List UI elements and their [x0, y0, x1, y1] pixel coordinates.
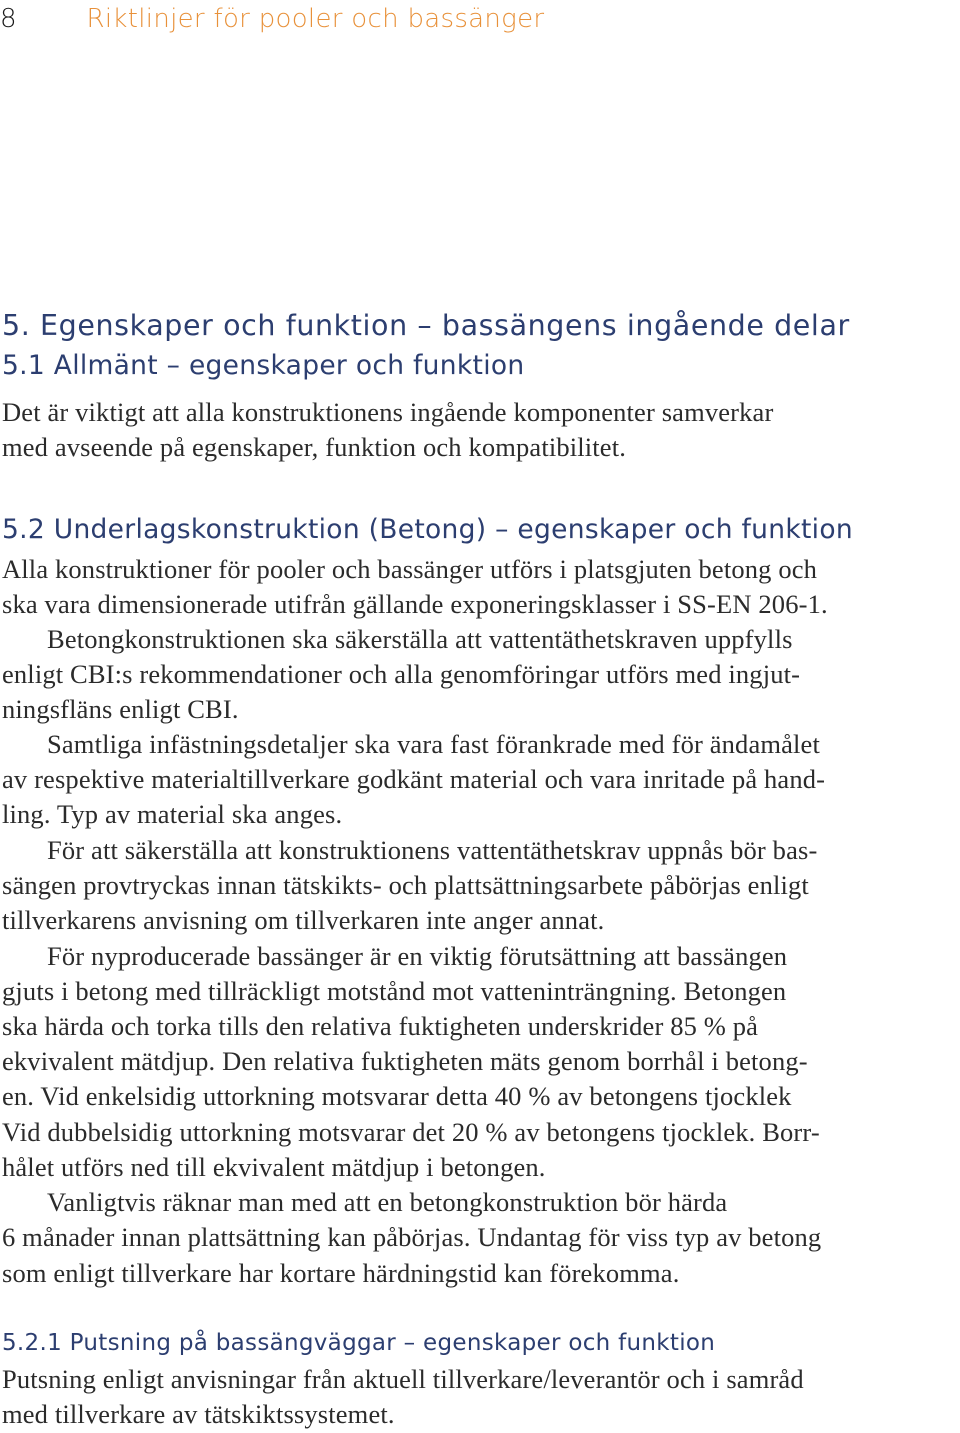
- paragraph-line: sängen provtryckas innan tätskikts- och plattsättningsarbete påbörjas enligt: [2, 870, 809, 900]
- paragraph-line: Alla konstruktioner för pooler och bassänger utförs i platsgjuten betong och: [2, 554, 818, 584]
- paragraph-line: gjuts i betong med tillräckligt motstånd mot vatteninträngning. Betongen: [2, 976, 787, 1006]
- paragraph-line: För att säkerställa att konstruktionens vattentäthetskrav uppnås bör bas-: [47, 835, 818, 865]
- paragraph-line: tillverkarens anvisning om tillverkaren inte anger annat.: [2, 905, 605, 935]
- paragraph-line: 6 månader innan plattsättning kan påbörjas. Undantag för viss typ av betong: [2, 1222, 822, 1252]
- paragraph-line: Vid dubbelsidig uttorkning motsvarar det 20 % av betongens tjocklek. Borr-: [2, 1117, 820, 1147]
- paragraph-line: Putsning enligt anvisningar från aktuell tillverkare/leverantör och i samråd: [2, 1364, 804, 1394]
- section-5-2-1-heading: 5.2.1 Putsning på bassängväggar – egenskaper och funktion: [2, 1330, 716, 1356]
- paragraph-line: ska vara dimensionerade utifrån gällande exponeringsklasser i SS-EN 206-1.: [2, 589, 828, 619]
- paragraph-line: av respektive materialtillverkare godkänt material och vara inritade på hand-: [2, 764, 826, 794]
- running-header: [0, 4, 544, 38]
- paragraph-line: som enligt tillverkare har kortare härdningstid kan förekomma.: [2, 1258, 680, 1288]
- paragraph-line: med avseende på egenskaper, funktion och kompatibilitet.: [2, 432, 627, 462]
- page-number: 8: [0, 4, 17, 34]
- paragraph-line: med tillverkare av tätskiktssystemet.: [2, 1399, 395, 1429]
- paragraph-line: enligt CBI:s rekommendationer och alla genomföringar utförs med ingjut-: [2, 659, 801, 689]
- paragraph-line: Vanligtvis räknar man med att en betongkonstruktion bör härda: [47, 1187, 728, 1217]
- paragraph-line: ling. Typ av material ska anges.: [2, 799, 343, 829]
- paragraph-line: hålet utförs ned till ekvivalent mätdjup i betongen.: [2, 1152, 546, 1182]
- paragraph-line: För nyproducerade bassänger är en viktig förutsättning att bassängen: [47, 941, 788, 971]
- paragraph-line: ska härda och torka tills den relativa fuktigheten underskrider 85 % på: [2, 1011, 759, 1041]
- paragraph-line: Det är viktigt att alla konstruktionens ingående komponenter samverkar: [2, 397, 774, 427]
- paragraph-line: Betongkonstruktionen ska säkerställa att vattentäthetskraven uppfylls: [47, 624, 793, 654]
- paragraph-line: ningsfläns enligt CBI.: [2, 694, 239, 724]
- paragraph-line: en. Vid enkelsidig uttorkning motsvarar detta 40 % av betongens tjocklek: [2, 1081, 792, 1111]
- running-header-title: Riktlinjer för pooler och bassänger: [86, 4, 545, 34]
- paragraph-line: ekvivalent mätdjup. Den relativa fuktigheten mäts genom borrhål i betong-: [2, 1046, 808, 1076]
- section-5-1-heading: 5.1 Allmänt – egenskaper och funktion: [2, 350, 525, 381]
- section-5-heading: 5. Egenskaper och funktion – bassängens ingående delar: [2, 309, 850, 342]
- paragraph-line: Samtliga infästningsdetaljer ska vara fast förankrade med för ändamålet: [47, 729, 820, 759]
- section-5-2-heading: 5.2 Underlagskonstruktion (Betong) – egenskaper och funktion: [2, 514, 853, 545]
